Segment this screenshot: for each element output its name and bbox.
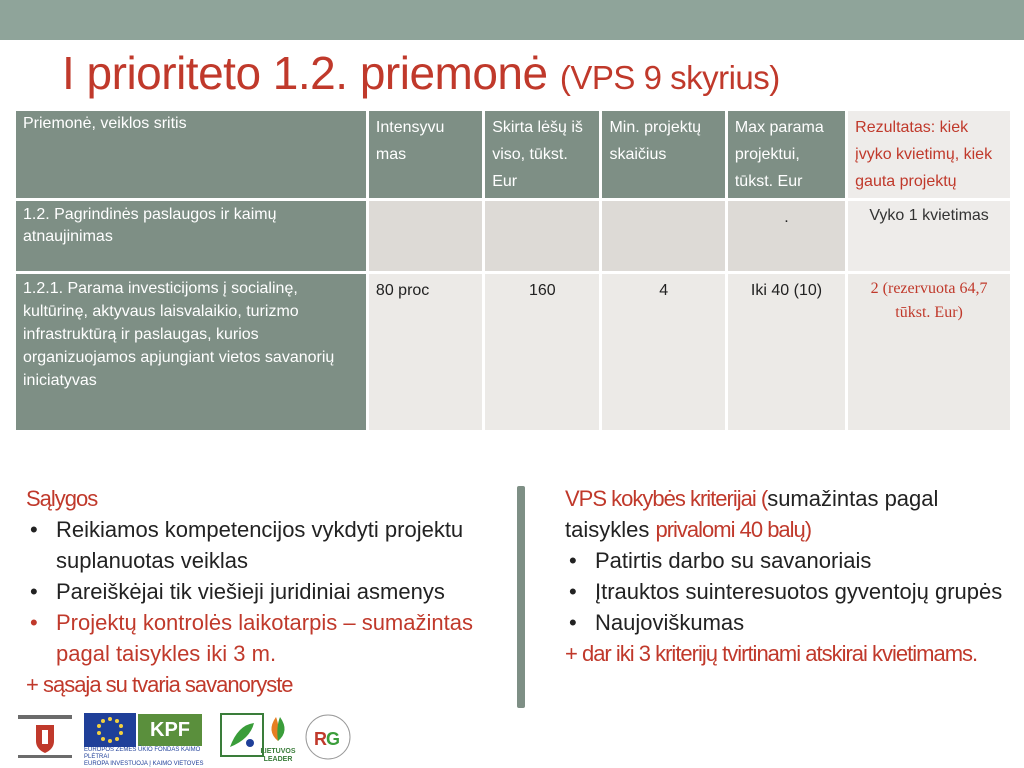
title-sub: (VPS 9 skyrius): [559, 59, 780, 96]
criteria-heading: VPS kokybės kriterijai (sumažintas pagal taisykles privalomi 40 balų): [565, 486, 939, 542]
criteria-footer: + dar iki 3 kriterijų tvirtinami atskirai kvietimams.: [565, 641, 978, 666]
svg-text:R: R: [314, 729, 327, 749]
conditions-column: [26, 483, 521, 700]
bullet-icon: •: [30, 517, 38, 542]
list-item: • Įtrauktos suinteresuotos gyventojų grupės: [565, 576, 1015, 607]
bullet-icon: •: [30, 579, 38, 604]
table-header-cell: Intensyvu mas: [369, 111, 482, 198]
conditions-footer: + sąsaja su tvaria savanoryste: [26, 672, 293, 697]
list-item: • Projektų kontrolės laikotarpis – sumažintas pagal taisykles iki 3 m.: [26, 607, 521, 669]
table-header-row: [16, 111, 1010, 198]
table-row: [16, 274, 1010, 430]
conditions-list: [26, 514, 521, 669]
table-cell: [485, 201, 599, 271]
table-cell: Vyko 1 kvietimas: [848, 201, 1010, 271]
table-header-cell: Rezultatas: kiek įvyko kvietimų, kiek gauta projektų: [848, 111, 1010, 198]
kpf-logo: KPF: [138, 714, 202, 746]
slide-title: [62, 46, 780, 100]
table-cell: 160: [485, 274, 599, 430]
table-header-cell: Min. projektų skaičius: [602, 111, 724, 198]
lietuvos-leader-logo: LIETUVOS LEADER: [260, 713, 296, 761]
title-main: I prioriteto 1.2. priemonė: [62, 47, 548, 99]
network-logo: [304, 713, 352, 761]
bullet-icon: •: [569, 610, 577, 635]
table-header-cell: Priemonė, veiklos sritis: [16, 111, 366, 198]
list-item: • Naujoviškumas: [565, 607, 1015, 638]
bullet-icon: •: [30, 610, 38, 635]
criteria-list: [565, 545, 1015, 638]
eu-flag-icon: [84, 713, 136, 747]
leader-logo: [220, 713, 264, 757]
table-cell: [369, 201, 482, 271]
conditions-heading: Sąlygos: [26, 486, 98, 511]
top-bar: [0, 0, 1024, 40]
table-cell: .: [728, 201, 845, 271]
table-row: [16, 201, 1010, 271]
table-cell: Iki 40 (10): [728, 274, 845, 430]
bullet-icon: •: [569, 548, 577, 573]
column-divider: [517, 486, 525, 708]
table-cell: 2 (rezervuota 64,7 tūkst. Eur): [848, 274, 1010, 430]
list-item: • Reikiamos kompetencijos vykdyti projektu suplanuotas veiklas: [26, 514, 521, 576]
list-item: • Pareiškėjai tik viešieji juridiniai asmenys: [26, 576, 521, 607]
table-cell: [602, 201, 724, 271]
leaf-icon: [260, 713, 296, 743]
bullet-icon: •: [569, 579, 577, 604]
table-cell: 4: [602, 274, 724, 430]
eu-caption: EUROPOS ŽEMĖS ŪKIO FONDAS KAIMO PLĖTRAI EUROPA INVESTUOJA Į KAIMO VIETOVES: [84, 747, 204, 767]
table-header-cell: Skirta lėšų iš viso, tūkst. Eur: [485, 111, 599, 198]
ministry-logo: [14, 713, 76, 763]
table-cell: 1.2. Pagrindinės paslaugos ir kaimų atnaujinimas: [16, 201, 366, 271]
list-item: • Patirtis darbo su savanoriais: [565, 545, 1015, 576]
table-cell: 80 proc: [369, 274, 482, 430]
table-header-cell: Max parama projektui, tūkst. Eur: [728, 111, 845, 198]
table-cell: 1.2.1. Parama investicijoms į socialinę, kultūrinę, aktyvaus laisvalaikio, turizmo infrastruktūrą ir paslaugas, kurios organizuojamos apjungiant vietos savanorių iniciatyvas: [16, 274, 366, 430]
priority-table: [13, 108, 1013, 433]
criteria-column: [565, 483, 1015, 669]
svg-text:G: G: [326, 729, 341, 749]
